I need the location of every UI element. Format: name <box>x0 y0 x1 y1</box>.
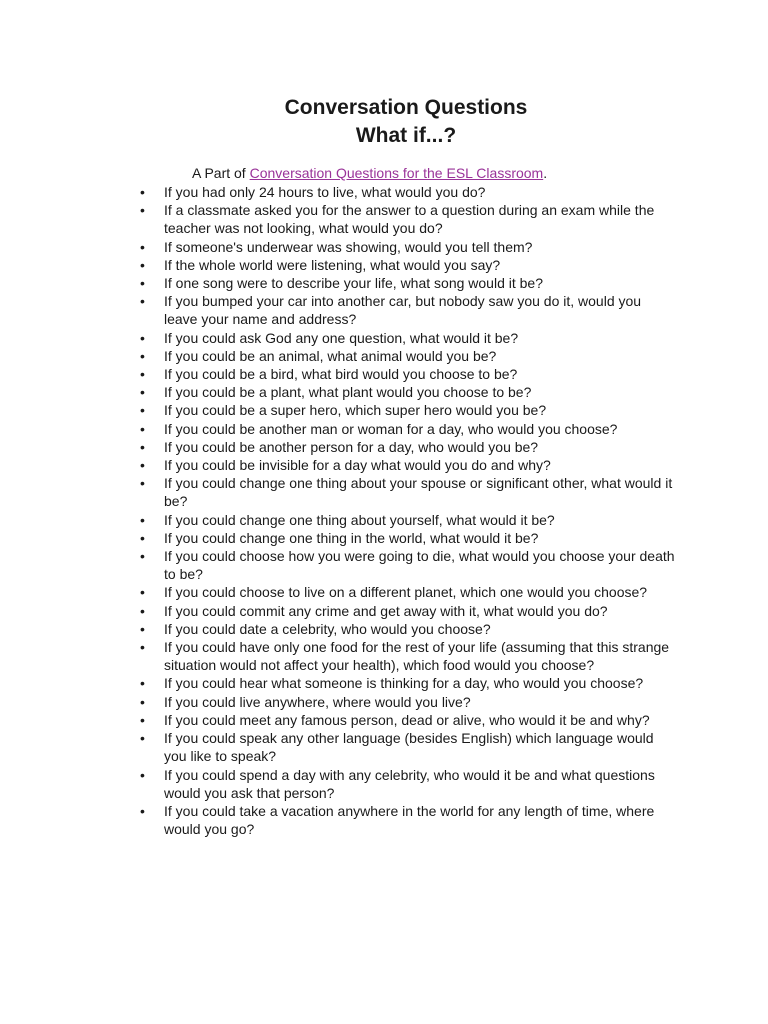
list-item: • If you could choose to live on a different planet, which one would you choose? <box>138 583 678 601</box>
list-item: • If you could live anywhere, where would you live? <box>138 693 678 711</box>
list-item: • If you could be an animal, what animal would you be? <box>138 347 678 365</box>
list-item: • If you could be a super hero, which super hero would you be? <box>138 401 678 419</box>
list-item: • If you could speak any other language (besides English) which language would you like to speak? <box>138 729 678 765</box>
list-item: • If you could be a bird, what bird would you choose to be? <box>138 365 678 383</box>
list-item: • If you could be invisible for a day what would you do and why? <box>138 456 678 474</box>
list-item: • If someone's underwear was showing, would you tell them? <box>138 238 678 256</box>
list-item: • If you could have only one food for the rest of your life (assuming that this strange situation would not affect your health), which food would you choose? <box>138 638 678 674</box>
source-line <box>192 164 547 182</box>
list-item: • If the whole world were listening, what would you say? <box>138 256 678 274</box>
list-item: • If you could be another person for a day, who would you be? <box>138 438 678 456</box>
list-item: • If you had only 24 hours to live, what would you do? <box>138 183 678 201</box>
list-item: • If you could change one thing in the world, what would it be? <box>138 529 678 547</box>
list-item: • If you could commit any crime and get away with it, what would you do? <box>138 602 678 620</box>
page-subtitle-heading: What if...? <box>355 124 457 147</box>
page-title: Conversation Questions <box>284 96 528 119</box>
list-item: • If you could change one thing about yourself, what would it be? <box>138 511 678 529</box>
list-item: • If you could date a celebrity, who would you choose? <box>138 620 678 638</box>
list-item: • If you could ask God any one question, what would it be? <box>138 329 678 347</box>
question-list <box>138 183 678 838</box>
list-item: • If you could be a plant, what plant would you choose to be? <box>138 383 678 401</box>
source-suffix: . <box>543 165 548 181</box>
list-item: • If you could change one thing about your spouse or significant other, what would it be? <box>138 474 678 510</box>
list-item: • If you could meet any famous person, dead or alive, who would it be and why? <box>138 711 678 729</box>
list-item: • If you could take a vacation anywhere in the world for any length of time, where would you go? <box>138 802 678 838</box>
list-item: • If you could hear what someone is thinking for a day, who would you choose? <box>138 674 678 692</box>
list-item: • If you could be another man or woman for a day, who would you choose? <box>138 420 678 438</box>
list-item: • If you could spend a day with any celebrity, who would it be and what questions would you ask that person? <box>138 766 678 802</box>
list-item: • If one song were to describe your life, what song would it be? <box>138 274 678 292</box>
esl-classroom-link[interactable]: Conversation Questions for the ESL Classroom <box>249 165 544 181</box>
source-prefix: A Part of <box>192 165 250 181</box>
list-item: • If a classmate asked you for the answer to a question during an exam while the teacher was not looking, what would you do? <box>138 201 678 237</box>
list-item: • If you could choose how you were going to die, what would you choose your death to be? <box>138 547 678 583</box>
list-item: • If you bumped your car into another car, but nobody saw you do it, would you leave your name and address? <box>138 292 678 328</box>
